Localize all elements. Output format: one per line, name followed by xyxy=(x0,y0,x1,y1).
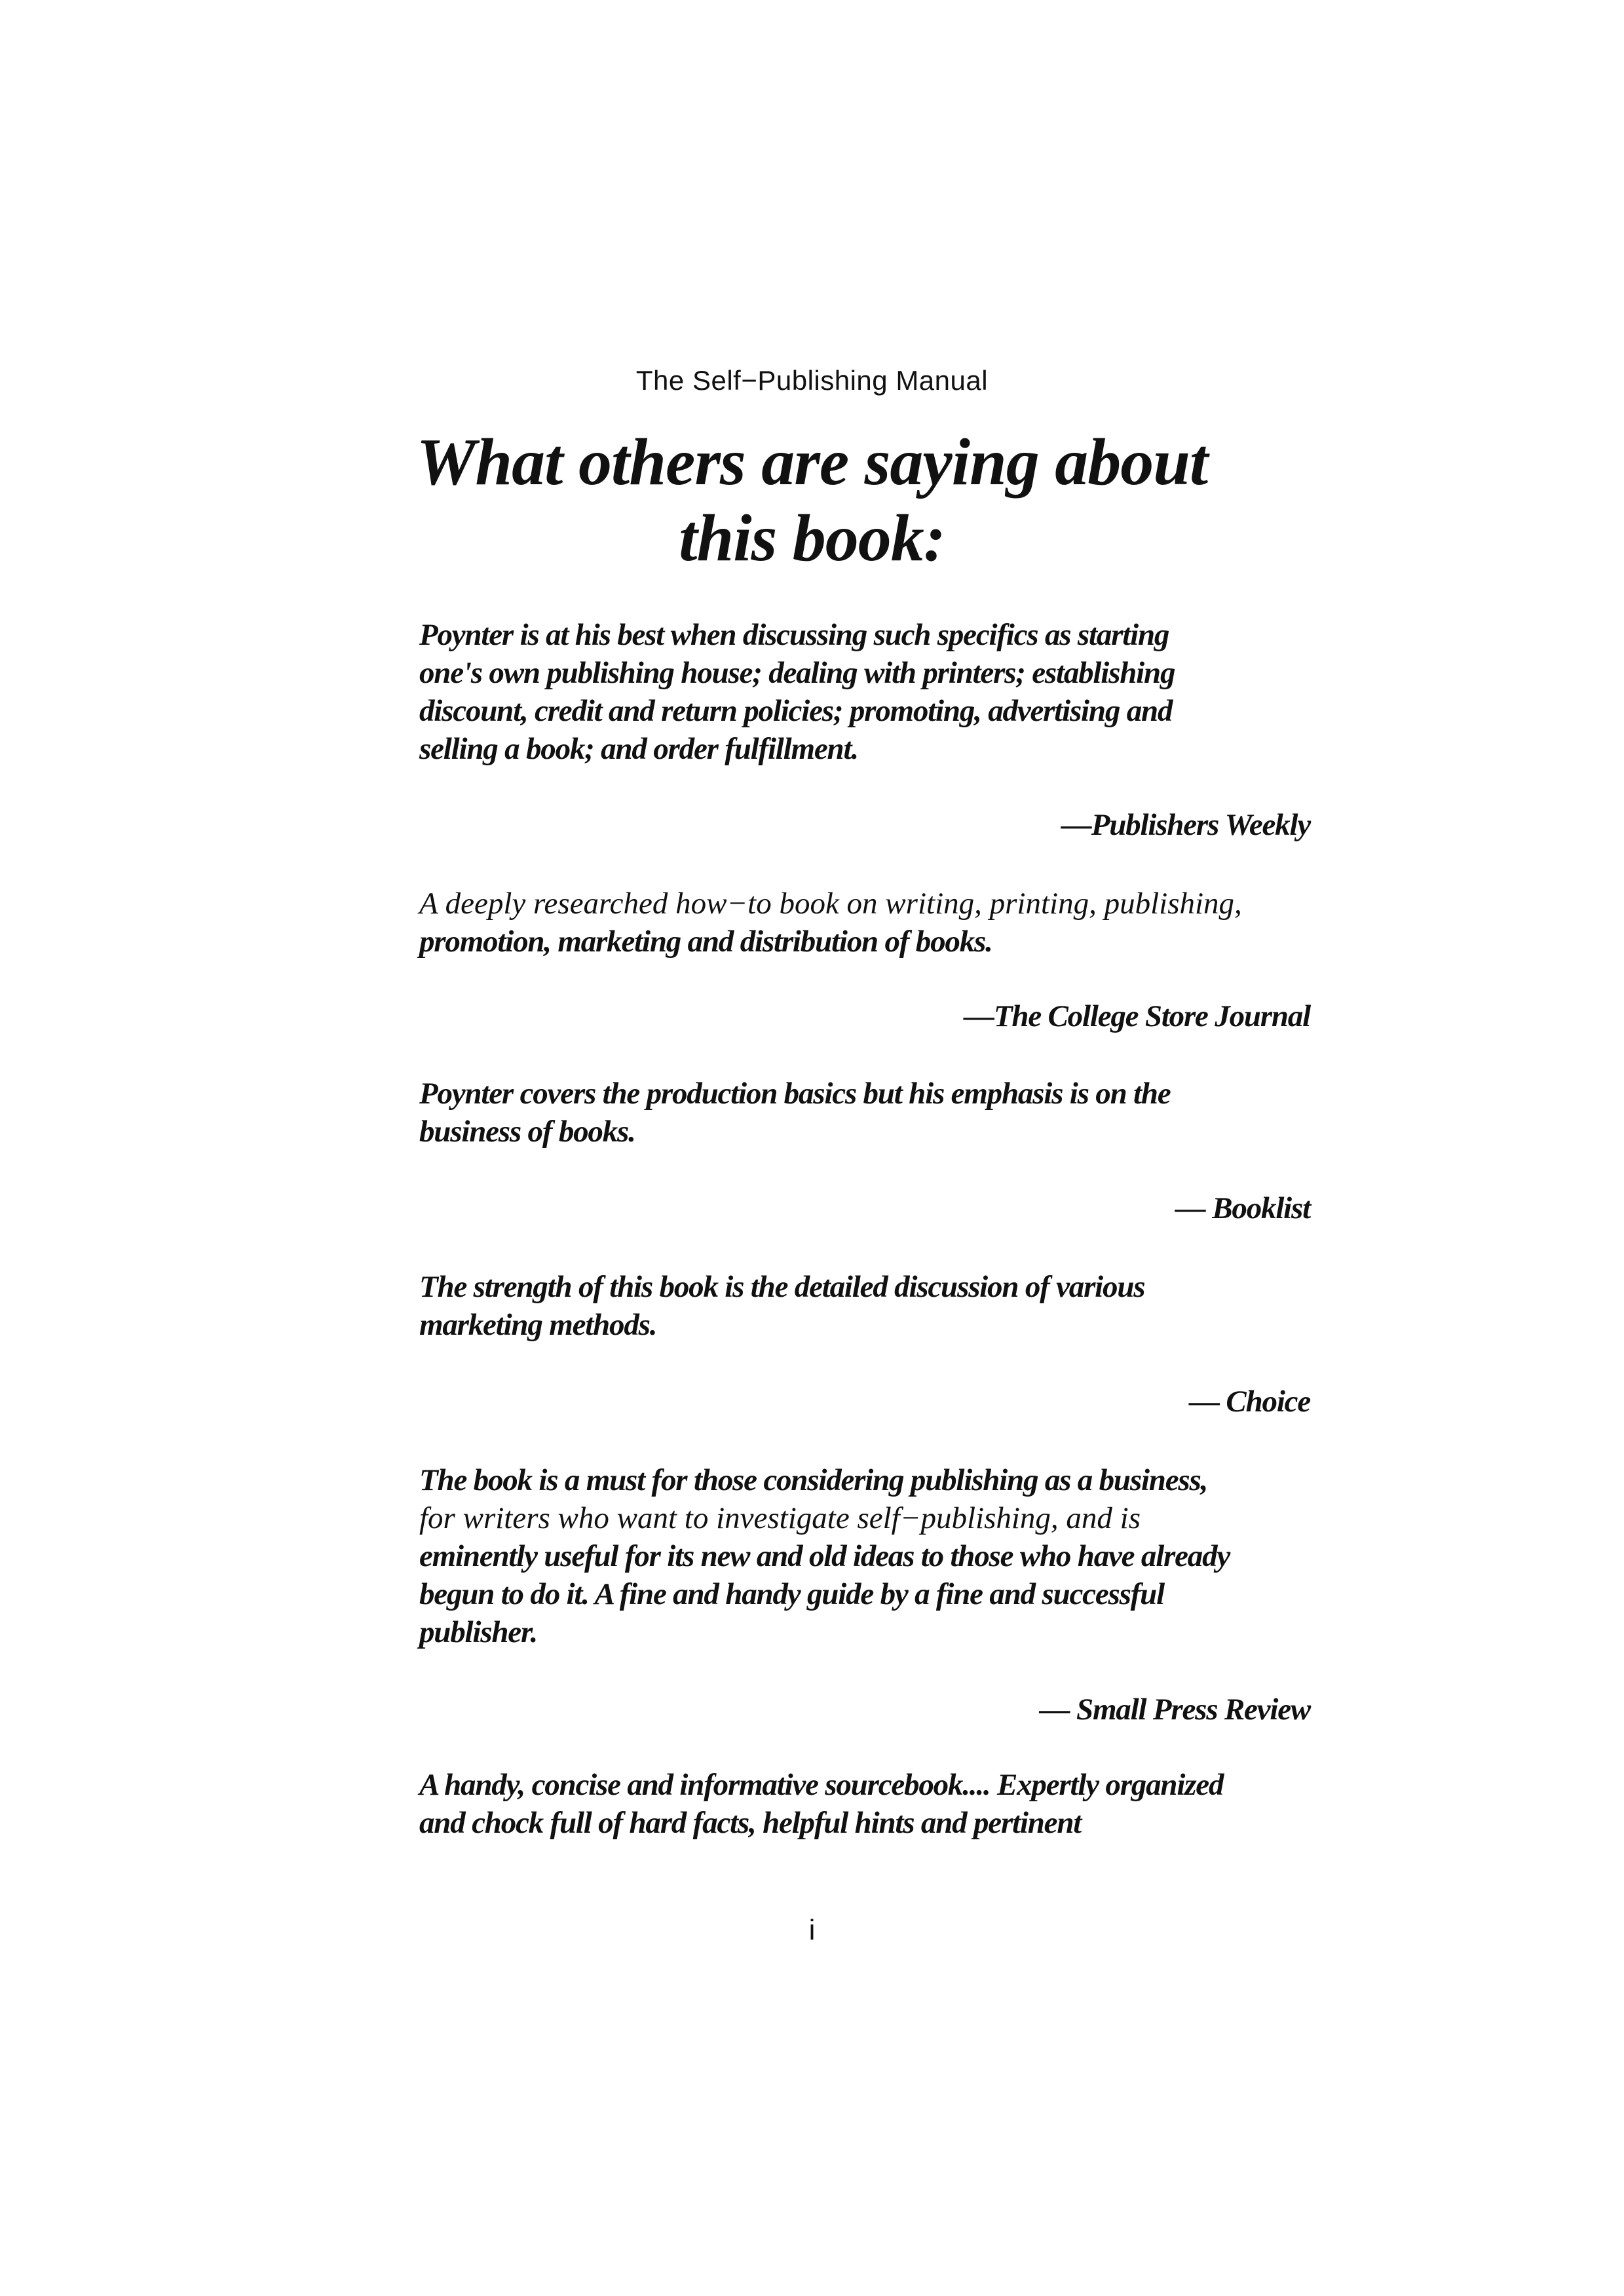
quote-line: Poynter is at his best when discussing such specifics as starting xyxy=(419,618,1169,652)
quote-line: A deeply researched how−to book on writing, printing, publishing, xyxy=(419,887,1242,921)
quote-line: and chock full of hard facts, helpful hints and pertinent xyxy=(419,1806,1082,1840)
quote-line: eminently useful for its new and old ideas to those who have already xyxy=(419,1539,1230,1573)
review-quote xyxy=(419,1075,1310,1151)
review-attribution: — Booklist xyxy=(1175,1191,1310,1225)
quote-line: business of books. xyxy=(419,1115,635,1149)
page-number: i xyxy=(808,1914,816,1946)
review-quote xyxy=(419,1268,1310,1344)
quote-line: Poynter covers the production basics but his emphasis is on the xyxy=(419,1077,1171,1111)
page-title-line: What others are saying about xyxy=(416,425,1208,499)
quote-line: selling a book; and order fulfillment. xyxy=(419,732,858,766)
review-attribution: — Choice xyxy=(1189,1385,1310,1419)
review-quote xyxy=(419,1461,1310,1651)
quote-line: for writers who want to investigate self−publishing, and is xyxy=(419,1501,1141,1535)
quote-line: begun to do it. A fine and handy guide by a fine and successful xyxy=(419,1577,1164,1611)
review-quote xyxy=(419,885,1310,961)
quote-line: The strength of this book is the detailed discussion of various xyxy=(419,1270,1145,1304)
quote-line: promotion, marketing and distribution of books. xyxy=(419,925,992,959)
review-quote xyxy=(419,1766,1310,1842)
quote-line: publisher. xyxy=(419,1615,537,1649)
review-attribution: — Small Press Review xyxy=(1039,1693,1310,1727)
running-header: The Self−Publishing Manual xyxy=(635,365,989,396)
quote-line: The book is a must for those considering publishing as a business, xyxy=(419,1463,1208,1497)
quote-line: A handy, concise and informative sourcebook.... Expertly organized xyxy=(419,1768,1224,1802)
review-quote xyxy=(419,616,1310,768)
quote-line: one's own publishing house; dealing with printers; establishing xyxy=(419,656,1175,690)
quote-line: discount, credit and return policies; promoting, advertising and xyxy=(419,694,1173,728)
review-attribution: —Publishers Weekly xyxy=(1061,808,1310,842)
page-title-line: this book: xyxy=(679,501,945,575)
page-title xyxy=(0,425,1624,577)
review-attribution: —The College Store Journal xyxy=(964,999,1310,1033)
quote-line: marketing methods. xyxy=(419,1308,657,1342)
